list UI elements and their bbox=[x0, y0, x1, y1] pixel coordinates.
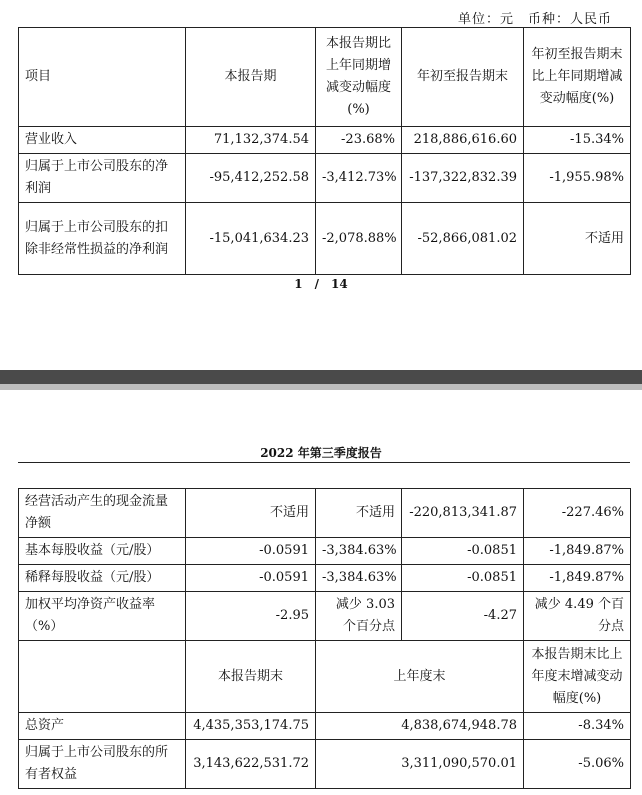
row-item: 稀释每股收益（元/股） bbox=[19, 565, 186, 592]
row-ytd-change: -15.34% bbox=[524, 127, 631, 154]
row-item: 营业收入 bbox=[19, 127, 186, 154]
header-yoy-change: 本报告期比上年同期增减变动幅度(%) bbox=[316, 28, 402, 127]
header-item: 项目 bbox=[19, 28, 186, 127]
header-balance-change: 本报告期末比上年度末增减变动幅度(%) bbox=[524, 641, 631, 713]
row-ytd: -220,813,341.87 bbox=[402, 489, 524, 538]
table-row bbox=[19, 127, 631, 154]
table-row bbox=[19, 489, 631, 538]
row-item: 归属于上市公司股东的所有者权益 bbox=[19, 740, 186, 789]
balance-header-blank bbox=[19, 641, 186, 713]
row-balance-change: -5.06% bbox=[524, 740, 631, 789]
page-number: 1 / 14 bbox=[294, 277, 348, 291]
row-item: 归属于上市公司股东的扣除非经常性损益的净利润 bbox=[19, 203, 186, 275]
row-last-year-end: 4,838,674,948.78 bbox=[316, 713, 524, 740]
row-current: -95,412,252.58 bbox=[186, 154, 316, 203]
row-last-year-end: 3,311,090,570.01 bbox=[316, 740, 524, 789]
table-row bbox=[19, 565, 631, 592]
row-change: -3,384.63% bbox=[316, 538, 402, 565]
row-ytd: -137,322,832.39 bbox=[402, 154, 524, 203]
table-row bbox=[19, 592, 631, 641]
header-ytd-change: 年初至报告期末比上年同期增减变动幅度(%) bbox=[524, 28, 631, 127]
row-ytd-change: 不适用 bbox=[524, 203, 631, 275]
header-period-end: 本报告期末 bbox=[186, 641, 316, 713]
table-row bbox=[19, 154, 631, 203]
balance-header-row bbox=[19, 641, 631, 713]
header-ytd: 年初至报告期末 bbox=[402, 28, 524, 127]
row-change: -3,412.73% bbox=[316, 154, 402, 203]
header-current-period: 本报告期 bbox=[186, 28, 316, 127]
row-current: -0.0591 bbox=[186, 565, 316, 592]
table-row bbox=[19, 538, 631, 565]
currency-unit-note: 单位：元 币种：人民币 bbox=[457, 12, 612, 27]
row-current: -15,041,634.23 bbox=[186, 203, 316, 275]
row-ytd-change: 减少 4.49 个百分点 bbox=[524, 592, 631, 641]
row-change: 不适用 bbox=[316, 489, 402, 538]
row-ytd: -0.0851 bbox=[402, 538, 524, 565]
row-item: 总资产 bbox=[19, 713, 186, 740]
row-period-end: 4,435,353,174.75 bbox=[186, 713, 316, 740]
row-current: -0.0591 bbox=[186, 538, 316, 565]
row-ytd-change: -1,849.87% bbox=[524, 538, 631, 565]
row-ytd-change: -1,849.87% bbox=[524, 565, 631, 592]
row-ytd-change: -227.46% bbox=[524, 489, 631, 538]
table-header-row bbox=[19, 28, 631, 127]
page-divider-shadow bbox=[0, 384, 642, 390]
row-change: 减少 3.03 个百分点 bbox=[316, 592, 402, 641]
row-ytd: -52,866,081.02 bbox=[402, 203, 524, 275]
row-balance-change: -8.34% bbox=[524, 713, 631, 740]
financial-table-bottom bbox=[18, 488, 631, 789]
row-current: 不适用 bbox=[186, 489, 316, 538]
header-rule bbox=[18, 462, 630, 463]
row-ytd: 218,886,616.60 bbox=[402, 127, 524, 154]
row-change: -3,384.63% bbox=[316, 565, 402, 592]
row-current: 71,132,374.54 bbox=[186, 127, 316, 154]
row-ytd: -0.0851 bbox=[402, 565, 524, 592]
financial-table-top bbox=[18, 27, 631, 275]
row-current: -2.95 bbox=[186, 592, 316, 641]
header-last-year-end: 上年度末 bbox=[316, 641, 524, 713]
row-item: 基本每股收益（元/股） bbox=[19, 538, 186, 565]
table-row bbox=[19, 713, 631, 740]
page-divider bbox=[0, 370, 642, 384]
row-item: 加权平均净资产收益率（%） bbox=[19, 592, 186, 641]
row-change: -23.68% bbox=[316, 127, 402, 154]
report-title: 2022 年第三季度报告 bbox=[260, 446, 382, 460]
row-item: 归属于上市公司股东的净利润 bbox=[19, 154, 186, 203]
row-change: -2,078.88% bbox=[316, 203, 402, 275]
row-ytd: -4.27 bbox=[402, 592, 524, 641]
table-row bbox=[19, 740, 631, 789]
table-row bbox=[19, 203, 631, 275]
row-item: 经营活动产生的现金流量净额 bbox=[19, 489, 186, 538]
row-period-end: 3,143,622,531.72 bbox=[186, 740, 316, 789]
row-ytd-change: -1,955.98% bbox=[524, 154, 631, 203]
